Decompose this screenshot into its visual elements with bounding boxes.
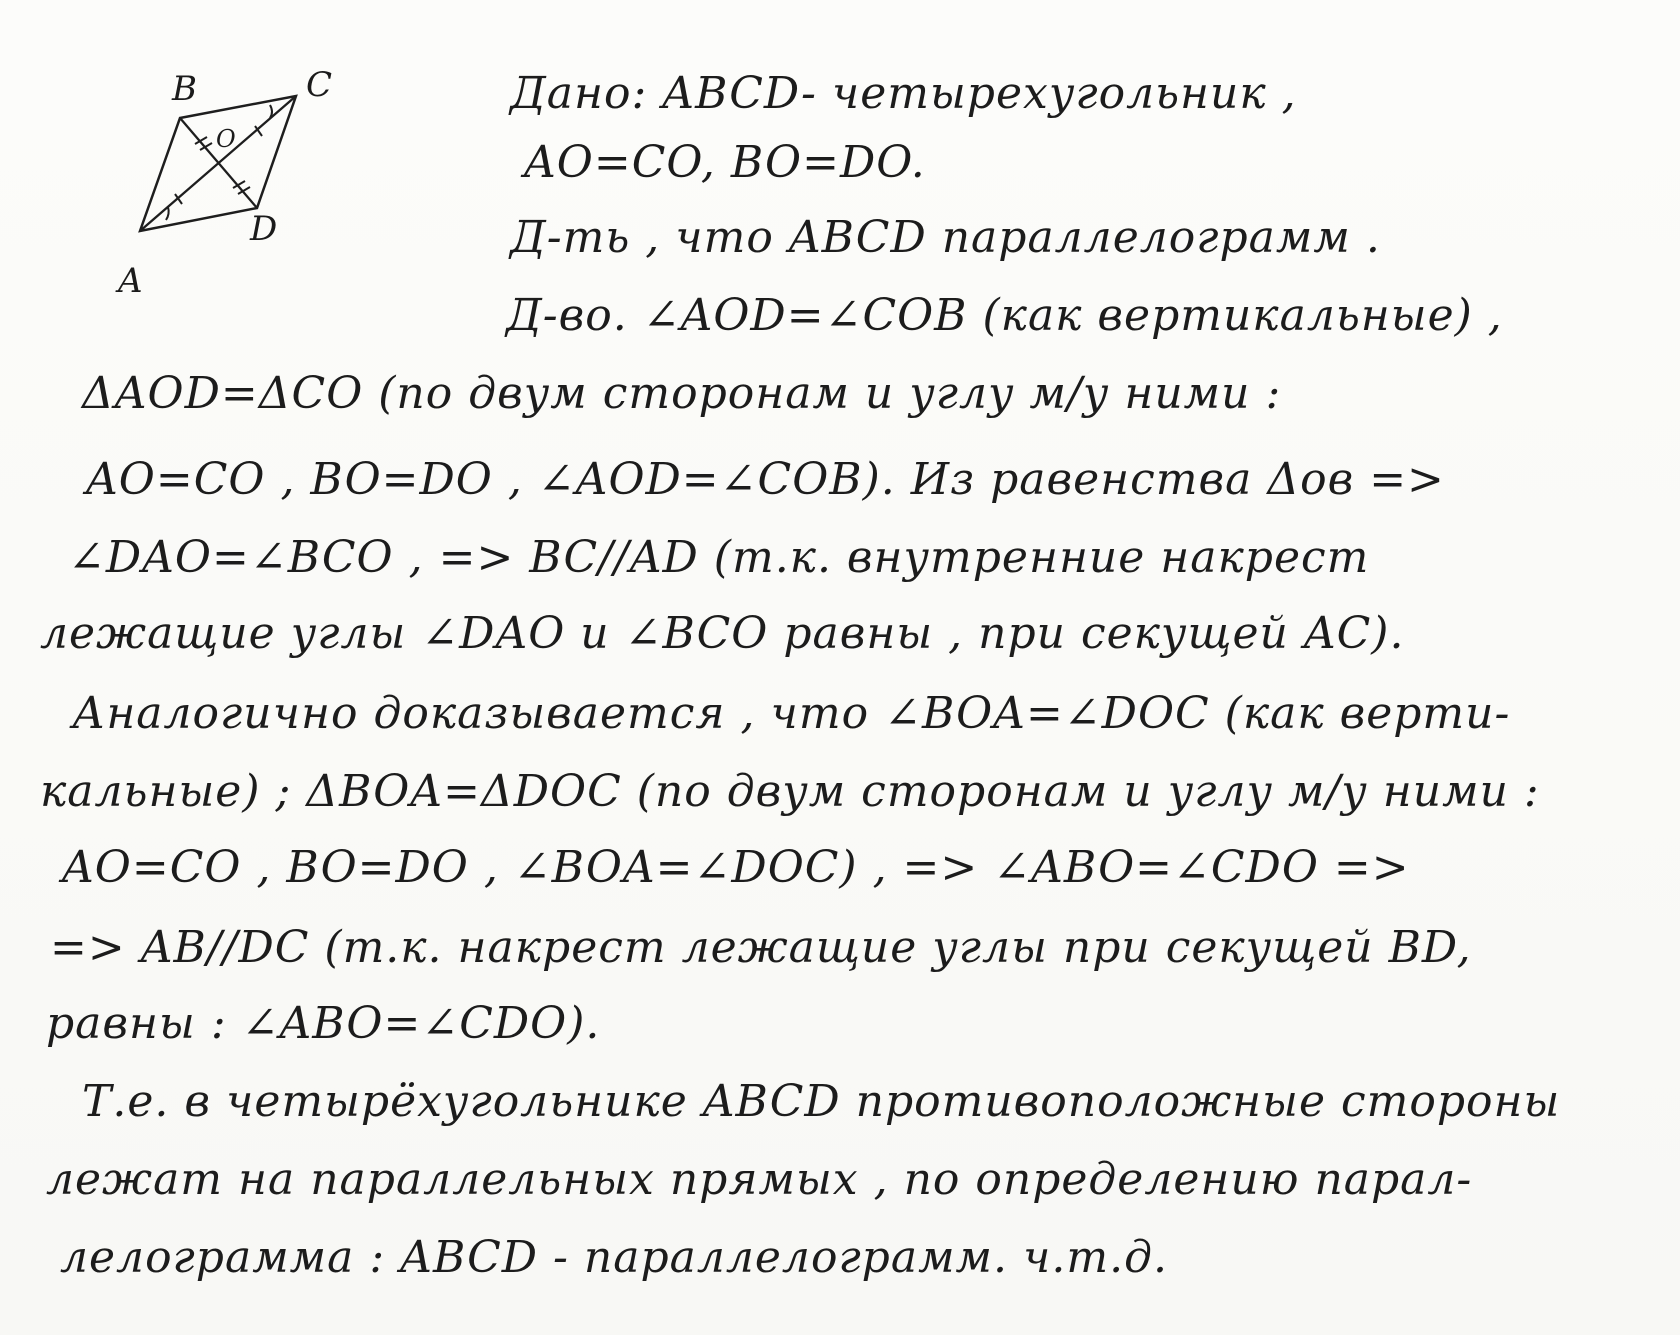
text-line bbox=[0, 912, 1680, 984]
proof-line: лежащие углы ∠DAO и ∠BCO равны , при секущей AC). bbox=[40, 608, 1405, 659]
text-line bbox=[0, 58, 1680, 130]
text-line bbox=[0, 127, 1680, 199]
given-equalities: AO=CO, BO=DO. bbox=[524, 137, 926, 188]
vertex-c-label: C bbox=[306, 70, 333, 105]
prove-statement: Д-ть , что ABCD параллелограмм . bbox=[510, 212, 1381, 263]
proof-line: AO=CO , BO=DO , ∠BOA=∠DOC) , => ∠ABO=∠CDO => bbox=[62, 842, 1410, 893]
conclusion-line: Т.е. в четырёхугольнике ABCD противоположные стороны bbox=[82, 1076, 1561, 1127]
text-line bbox=[0, 832, 1680, 904]
text-line bbox=[0, 202, 1680, 274]
proof-line: Аналогично доказывается , что ∠BOA=∠DOC (как верти- bbox=[72, 688, 1511, 739]
text-line bbox=[0, 280, 1680, 352]
text-line bbox=[0, 598, 1680, 670]
given-statement: Дано: ABCD- четырехугольник , bbox=[510, 68, 1297, 119]
vertex-b-label: B bbox=[172, 70, 197, 109]
center-o-label: O bbox=[216, 125, 236, 153]
text-line bbox=[0, 1222, 1680, 1294]
proof-line: => AB//DC (т.к. накрест лежащие углы при секущей BD, bbox=[50, 922, 1472, 973]
conclusion-line: лелограмма : ABCD - параллелограмм. ч.т.д. bbox=[60, 1232, 1168, 1283]
proof-line: равны : ∠ABO=∠CDO). bbox=[46, 998, 601, 1049]
text-line bbox=[0, 1066, 1680, 1138]
conclusion-line: лежат на параллельных прямых , по определению парал- bbox=[46, 1154, 1473, 1205]
proof-line: ΔAOD=ΔCO (по двум сторонам и углу м/у ними : bbox=[82, 368, 1282, 419]
text-line bbox=[0, 988, 1680, 1060]
proof-line: ∠DAO=∠BCO , => BC//AD (т.к. внутренние накрест bbox=[68, 532, 1370, 583]
proof-line: AO=CO , BO=DO , ∠AOD=∠COB). Из равенства Δов => bbox=[86, 454, 1445, 505]
text-line bbox=[0, 678, 1680, 750]
text-line bbox=[0, 522, 1680, 594]
text-line bbox=[0, 1144, 1680, 1216]
text-line bbox=[0, 444, 1680, 516]
proof-start: Д-во. ∠AOD=∠COB (как вертикальные) , bbox=[506, 290, 1503, 341]
proof-line: кальные) ; ΔBOA=ΔDOC (по двум сторонам и углу м/у ними : bbox=[40, 766, 1540, 817]
vertex-d-label: D bbox=[250, 209, 278, 249]
text-line bbox=[0, 756, 1680, 828]
text-line bbox=[0, 358, 1680, 430]
vertex-a-label: A bbox=[118, 261, 143, 301]
